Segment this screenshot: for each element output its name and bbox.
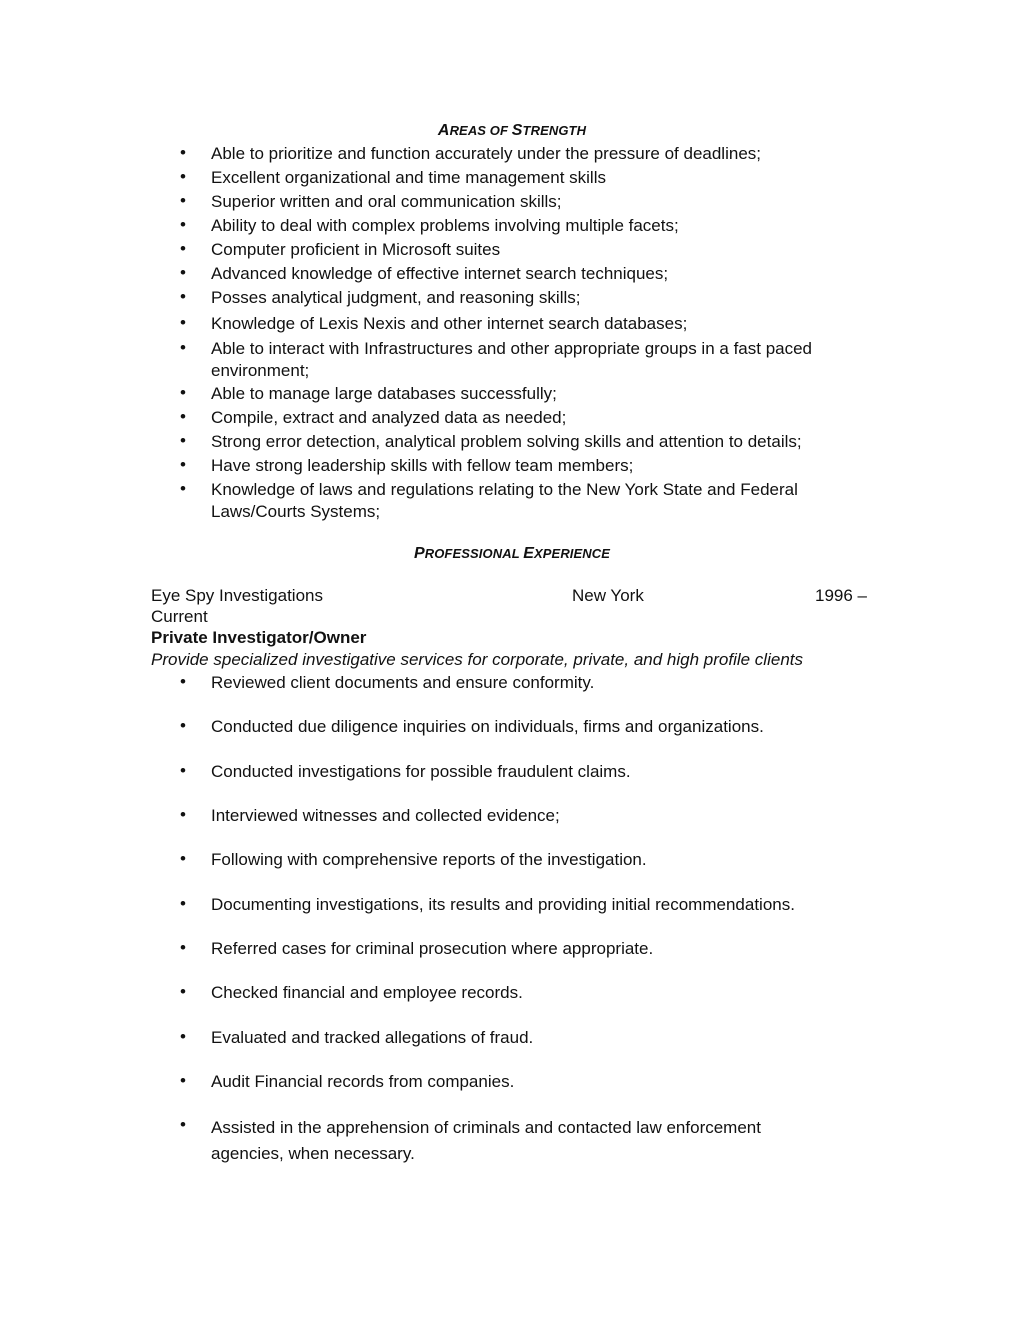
strength-text: Compile, extract and analyzed data as needed; xyxy=(211,408,567,427)
professional-experience-heading xyxy=(0,545,1024,563)
heading-smallcaps: TRENGTH xyxy=(522,123,587,138)
bullet-icon: • xyxy=(180,263,186,282)
strength-text: Have strong leadership skills with fellow team members; xyxy=(211,456,634,475)
bullet-icon: • xyxy=(180,338,186,357)
bullet-icon: • xyxy=(180,239,186,258)
strength-text: Advanced knowledge of effective internet search techniques; xyxy=(211,264,669,283)
strength-text: Strong error detection, analytical problem solving skills and attention to details; xyxy=(211,432,802,451)
job-title: Private Investigator/Owner xyxy=(151,628,367,647)
bullet-icon: • xyxy=(180,716,186,735)
duty-text: Conducted investigations for possible fraudulent claims. xyxy=(211,762,631,781)
duty-text: Reviewed client documents and ensure conformity. xyxy=(211,673,595,692)
job-dates: 1996 – xyxy=(815,586,867,605)
bullet-icon: • xyxy=(180,479,186,498)
heading-smallcaps: XPERIENCE xyxy=(534,546,611,561)
job-summary: Provide specialized investigative services for corporate, private, and high profile clients xyxy=(151,650,803,669)
bullet-icon: • xyxy=(180,1027,186,1046)
heading-cap: P xyxy=(413,545,425,562)
duty-text: Following with comprehensive reports of the investigation. xyxy=(211,850,647,869)
bullet-icon: • xyxy=(180,383,186,402)
bullet-icon: • xyxy=(180,215,186,234)
strength-text: Posses analytical judgment, and reasoning skills; xyxy=(211,288,581,307)
duty-text: Documenting investigations, its results and providing initial recommendations. xyxy=(211,895,795,914)
bullet-icon: • xyxy=(180,431,186,450)
duty-text: Conducted due diligence inquiries on individuals, firms and organizations. xyxy=(211,717,764,736)
strength-text: Ability to deal with complex problems involving multiple facets; xyxy=(211,216,679,235)
strength-text: Able to manage large databases successfully; xyxy=(211,384,557,403)
bullet-icon: • xyxy=(180,982,186,1001)
bullet-icon: • xyxy=(180,938,186,957)
areas-of-strength-heading xyxy=(0,122,1024,140)
bullet-icon: • xyxy=(180,407,186,426)
duty-text: Assisted in the apprehension of criminals and contacted law enforcement agencies, when necessary. xyxy=(211,1118,761,1163)
heading-cap: A xyxy=(437,122,450,139)
bullet-icon: • xyxy=(180,1071,186,1090)
job-location: New York xyxy=(572,586,644,605)
heading-cap: S xyxy=(511,122,523,139)
strength-text: Able to prioritize and function accurately under the pressure of deadlines; xyxy=(211,144,761,163)
bullet-icon: • xyxy=(180,805,186,824)
strength-text: Able to interact with Infrastructures and other appropriate groups in a fast paced environment; xyxy=(211,339,813,380)
duty-text: Evaluated and tracked allegations of fraud. xyxy=(211,1028,534,1047)
strength-text: Knowledge of laws and regulations relating to the New York State and Federal Laws/Courts Systems; xyxy=(211,480,798,521)
job-dates-continued: Current xyxy=(151,607,208,626)
bullet-icon: • xyxy=(180,1115,186,1134)
bullet-icon: • xyxy=(180,313,186,332)
heading-smallcaps: ROFESSIONAL xyxy=(424,546,524,561)
duty-text: Interviewed witnesses and collected evidence; xyxy=(211,806,560,825)
duty-text: Checked financial and employee records. xyxy=(211,983,523,1002)
company-name: Eye Spy Investigations xyxy=(151,586,323,605)
strength-text: Knowledge of Lexis Nexis and other internet search databases; xyxy=(211,314,688,333)
duty-text: Audit Financial records from companies. xyxy=(211,1072,515,1091)
heading-smallcaps: REAS OF xyxy=(449,123,512,138)
bullet-icon: • xyxy=(180,849,186,868)
strength-text: Excellent organizational and time management skills xyxy=(211,168,606,187)
bullet-icon: • xyxy=(180,167,186,186)
strength-text: Superior written and oral communication skills; xyxy=(211,192,562,211)
bullet-icon: • xyxy=(180,672,186,691)
strength-text: Computer proficient in Microsoft suites xyxy=(211,240,501,259)
bullet-icon: • xyxy=(180,287,186,306)
bullet-icon: • xyxy=(180,191,186,210)
duty-text: Referred cases for criminal prosecution where appropriate. xyxy=(211,939,654,958)
heading-cap: E xyxy=(523,545,534,562)
bullet-icon: • xyxy=(180,143,186,162)
bullet-icon: • xyxy=(180,894,186,913)
bullet-icon: • xyxy=(180,761,186,780)
bullet-icon: • xyxy=(180,455,186,474)
